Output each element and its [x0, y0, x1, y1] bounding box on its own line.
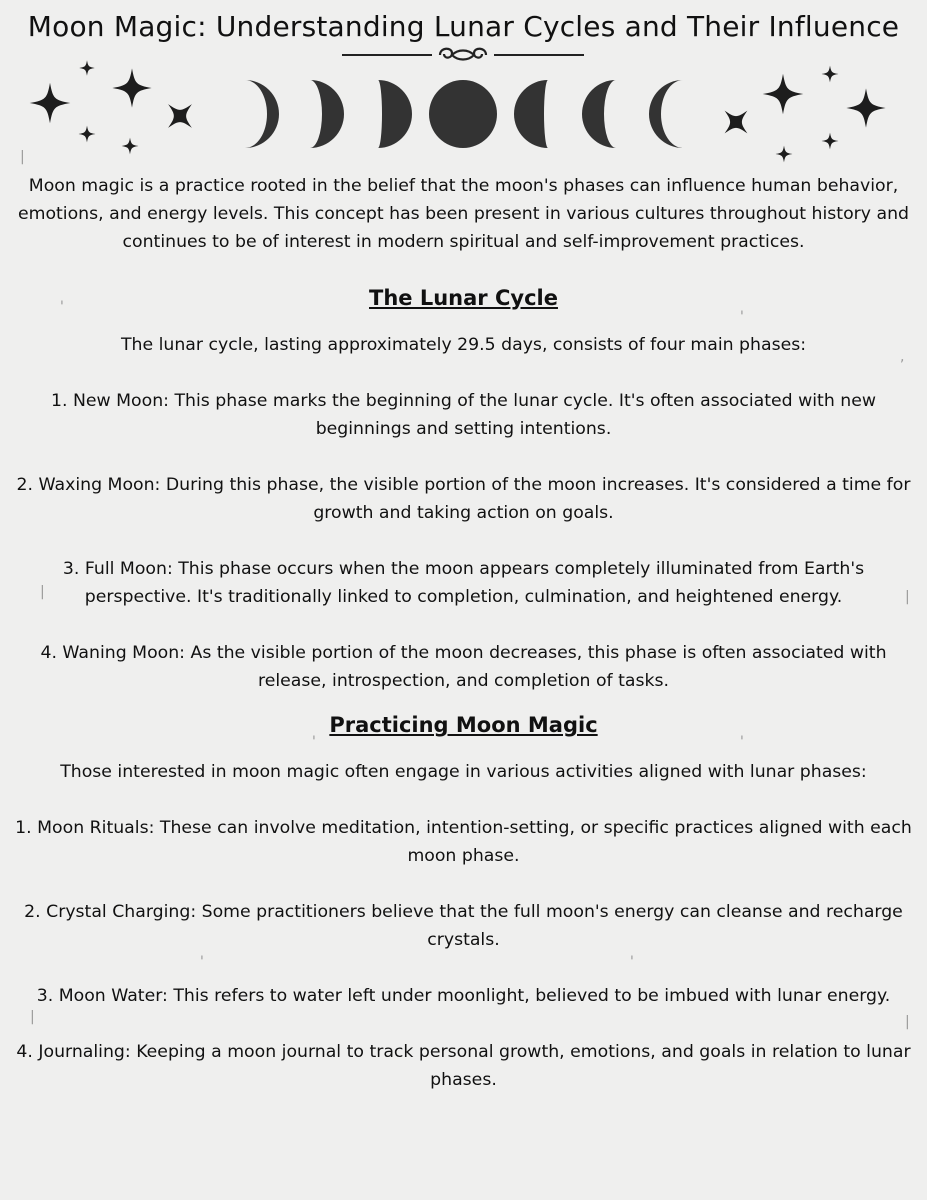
moon-phase-icon	[378, 80, 412, 148]
list-item: 2. Waxing Moon: During this phase, the visible portion of the moon increases. It's considered a time for growth and taking action on goals.	[16, 475, 911, 523]
speck-icon: |	[20, 149, 25, 165]
sparkle-star-icon	[763, 74, 804, 115]
article-body	[10, 172, 917, 1094]
moon-phase-icon	[429, 80, 497, 148]
speck-icon: |	[40, 584, 45, 600]
speck-icon: |	[905, 589, 910, 605]
moon-phase-icon	[245, 80, 279, 148]
practicing-lead: Those interested in moon magic often engage in various activities aligned with lunar phases:	[60, 762, 867, 782]
sparkle-star-icon	[776, 146, 793, 163]
lunar-cycle-lead: The lunar cycle, lasting approximately 29.5 days, consists of four main phases:	[120, 335, 807, 355]
sparkle-star-icon	[822, 133, 839, 150]
sparkle-star-icon	[79, 126, 96, 143]
page-title: Moon Magic: Understanding Lunar Cycles and Their Influence	[27, 10, 900, 43]
list-item: 1. New Moon: This phase marks the beginning of the lunar cycle. It's often associated with new beginnings and setting intentions.	[50, 391, 876, 439]
list-item: 4. Waning Moon: As the visible portion of the moon decreases, this phase is often associated with release, introspection, and completion of tasks.	[40, 643, 887, 691]
moon-phase-banner	[0, 56, 927, 166]
speck-icon: ,	[900, 349, 905, 365]
list-item: 2. Crystal Charging: Some practitioners believe that the full moon's energy can cleanse and recharge crystals.	[24, 902, 903, 950]
list-item: 3. Moon Water: This refers to water left under moonlight, believed to be imbued with lunar energy.	[36, 986, 891, 1006]
sparkle-star-icon	[112, 68, 151, 107]
lunar-cycle-heading: The Lunar Cycle	[369, 286, 558, 310]
speck-icon: |	[30, 1009, 35, 1025]
speck-icon: '	[60, 299, 64, 315]
practicing-heading: Practicing Moon Magic	[329, 713, 598, 737]
sparkle-star-icon	[846, 88, 885, 127]
speck-icon: '	[740, 309, 744, 325]
speck-icon: '	[630, 954, 634, 970]
intro-paragraph: Moon magic is a practice rooted in the belief that the moon's phases can influence human behavior, emotions, and energy levels. This concept has been present in various cultures throughout history and continues to be of interest in modern spiritual and self-improvement practices.	[17, 176, 909, 252]
sparkle-star-icon	[156, 92, 204, 140]
speck-icon: '	[740, 734, 744, 750]
sparkle-star-icon	[822, 66, 839, 83]
sparkle-star-icon	[122, 138, 139, 155]
sparkle-star-icon	[713, 99, 759, 145]
moon-phase-icon	[514, 80, 548, 148]
list-item: 1. Moon Rituals: These can involve meditation, intention-setting, or specific practices aligned with each moon phase.	[15, 818, 912, 866]
moon-phase-icon	[582, 80, 616, 148]
list-item: 3. Full Moon: This phase occurs when the moon appears completely illuminated from Earth's perspective. It's traditionally linked to completion, culmination, and heightened energy.	[62, 559, 865, 607]
sparkle-star-icon	[30, 83, 71, 124]
moon-phase-icon	[649, 80, 683, 148]
speck-icon: '	[312, 734, 316, 750]
moon-phase-icon	[310, 80, 344, 148]
list-item: 4. Journaling: Keeping a moon journal to track personal growth, emotions, and goals in relation to lunar phases.	[16, 1042, 911, 1090]
sparkle-star-icon	[79, 60, 94, 75]
speck-icon: |	[905, 1014, 910, 1030]
speck-icon: '	[200, 954, 204, 970]
